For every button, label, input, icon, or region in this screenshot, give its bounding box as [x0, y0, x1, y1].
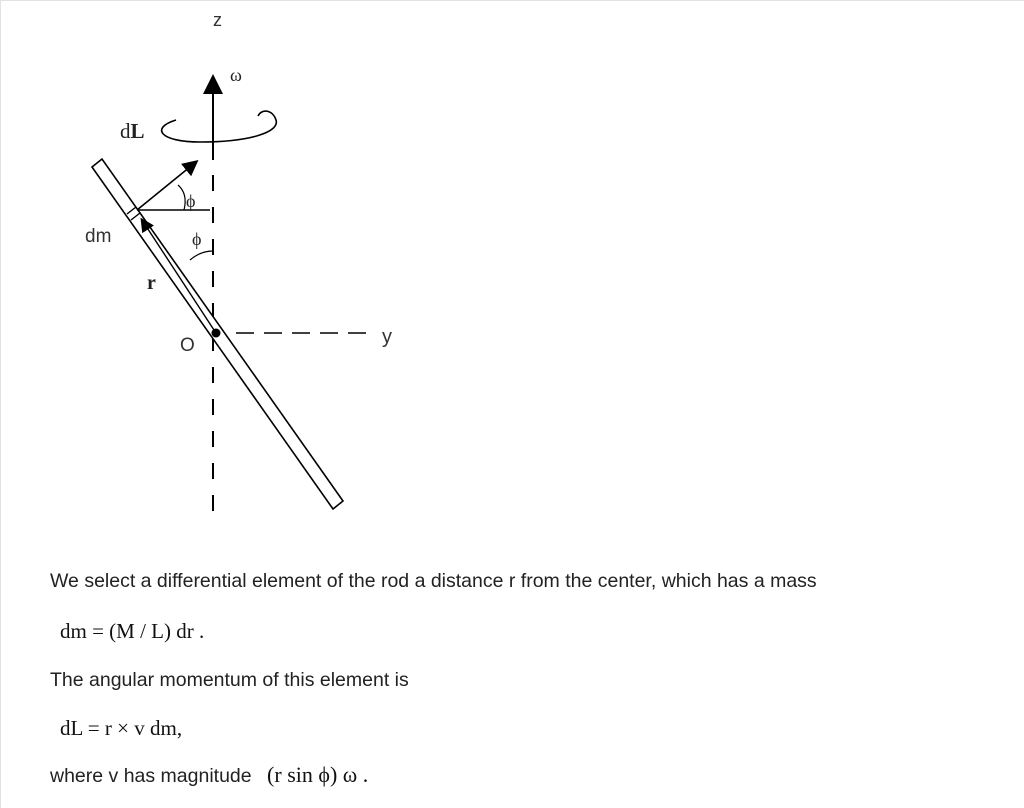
- dL-label: dL: [120, 119, 145, 143]
- y-axis-label: y: [382, 326, 392, 348]
- equation-dm: dm = (M / L) dr .: [60, 619, 205, 643]
- phi-arc-lower: [190, 251, 213, 260]
- v-magnitude-text: where v has magnitude: [50, 765, 252, 787]
- r-vector-label: r: [147, 272, 156, 294]
- dm-label: dm: [85, 226, 112, 247]
- origin-point: [212, 329, 221, 338]
- omega-label: ω: [230, 65, 242, 85]
- phi-arc-upper: [178, 185, 185, 210]
- phi-label-lower: ϕ: [192, 229, 202, 249]
- paragraph-angular-momentum: The angular momentum of this element is: [50, 669, 409, 691]
- paragraph-v-magnitude: [50, 762, 368, 788]
- paragraph-differential-element: We select a differential element of the rod a distance r from the center, which has a mass: [50, 570, 817, 592]
- rotation-curl: [162, 111, 277, 142]
- origin-label: O: [180, 335, 195, 356]
- z-axis-label: z: [213, 10, 222, 30]
- equation-dL: dL = r × v dm,: [60, 716, 183, 740]
- phi-label-upper: ϕ: [186, 191, 196, 211]
- v-magnitude-expression: (r sin ϕ) ω .: [267, 762, 369, 787]
